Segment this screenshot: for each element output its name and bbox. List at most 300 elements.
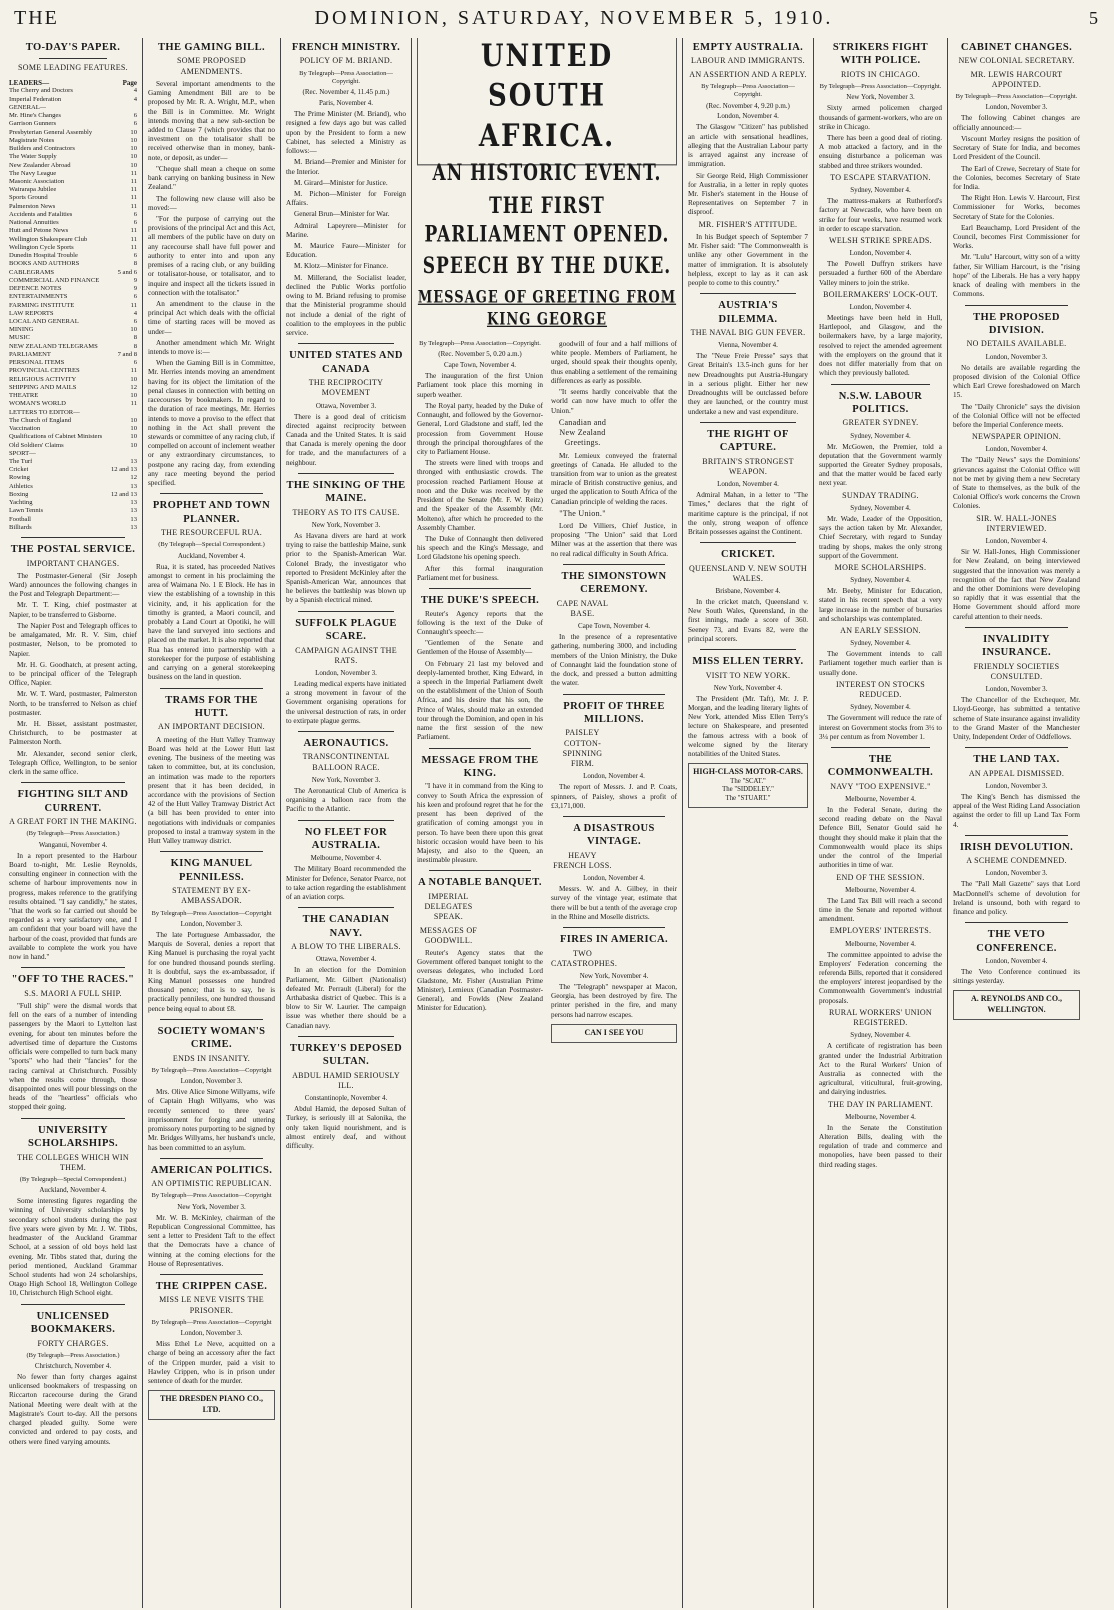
article-paragraph: The streets were lined with troops and thronged with enthusiastic crowds. The procession reached Parliament House at noon and the Duke was received by the President of the Senate (Mr. F. W. Reitz) and the Speaker of the Assembly (Mr. Molteno), after which he proceeded to the Assembly Chamber. (417, 459, 543, 532)
dateline: New York, November 3. (846, 93, 915, 102)
article-paragraph: General Brun—Minister for War. (294, 210, 390, 219)
index-entry-page: 10 (130, 392, 137, 400)
issue-date: SATURDAY, NOVEMBER 5, 1910. (457, 6, 834, 29)
article-paragraph: The inauguration of the first Union Parliament took place this morning in superb weather. (417, 372, 543, 399)
divider (563, 816, 665, 817)
article-headline: TRAMS FOR THE HUTT. (165, 694, 258, 719)
dateline: London, November 4. (849, 249, 912, 258)
dateline: Melbourne, November 4. (845, 795, 916, 804)
index-row (9, 433, 137, 441)
index-row (9, 376, 137, 384)
divider (700, 293, 796, 294)
index-row (9, 244, 137, 252)
article-headline: FIRES IN AMERICA. (559, 934, 669, 946)
index-header-row (9, 77, 137, 88)
index-entry-label: Old Soldiers' Claims (9, 441, 64, 449)
byline: By Telegraph—Press Association—Copyright. (701, 82, 795, 99)
article-subheadline: IMPORTANT CHANGES. (26, 558, 120, 568)
article-paragraph: M. Briand—Premier and Minister for the Interior. (286, 158, 406, 176)
index-entry-page: 10 (130, 136, 137, 144)
divider (298, 820, 394, 821)
byline: (By Telegraph—Press Association.) (26, 1351, 120, 1359)
article-paragraph: M. Klotz—Minister for Finance. (294, 262, 389, 271)
dateline: Melbourne, November 4. (845, 885, 916, 894)
article-subheadline: ENDS IN INSANITY. (172, 1053, 251, 1063)
article-paragraph: Admiral Lapeyrere—Minister for Marine. (286, 221, 406, 239)
article-subheadline: NEW COLONIAL SECRETARY. (958, 56, 1075, 66)
index-entry-label: LETTERS TO EDITOR— (9, 408, 80, 416)
article-paragraph: M. Maurice Faure—Minister for Education. (286, 242, 406, 260)
article-headline: UNITED STATES AND CANADA (289, 350, 403, 375)
article-paragraph: Rua, it is stated, has proceeded Natives amongst to cement in his proclaiming the area of Waimana No. 1 E Block. He has in view the establishing of a township in this vicinity, and, it his application for the timothy is granted, a Maori council, and probably a Land Court at Opotiki, he will have the land surveyed into sections and placed on the market. It is also reported that Rua has entered into partnership with a storekeeper for the purpose of establishing and carrying on a general storekeeping business on the land in question. (148, 562, 275, 682)
article-paragraph: Sir W. Hall-Jones, High Commissioner for New Zealand, on being interviewed suggested that the innovation was merely a recognition of the fact that New Zealand and the other Dominions were developing so rapidly that it was essential that the Home Government should afford more careful attention to their needs. (953, 548, 1080, 621)
article-subheadline: THE NAVAL BIG GUN FEVER. (690, 328, 806, 338)
article-subheadline: S.S. MAORI A FULL SHIP. (24, 988, 122, 998)
index-page-label: Page (122, 78, 137, 87)
index-row (9, 458, 137, 466)
index-entry-label: LOCAL AND GENERAL (9, 317, 79, 325)
article-paragraph: The following new clause will also be moved:— (148, 194, 275, 212)
article-paragraph: Mr. H. G. Goodhatch, at present acting, to be principal officer of the Telegraph Office, Napier. (9, 660, 137, 688)
article-headline: UNIVERSITY SCHOLARSHIPS. (27, 1124, 119, 1150)
index-entry-page: 11 (130, 227, 137, 235)
divider (831, 747, 930, 748)
article-paragraph: M. Pichon—Minister for Foreign Affairs. (286, 189, 406, 208)
index-entry-page: 4 (133, 87, 137, 95)
article-paragraph: The Government will reduce the rate of interest on Government stocks from 3½ to 3¼ per centum as from November 1. (819, 714, 942, 741)
index-row (9, 302, 137, 310)
ad-text: A. REYNOLDS AND CO., WELLINGTON. (970, 994, 1063, 1015)
masthead-left: THE (14, 6, 59, 29)
article-headline: A DISASTROUS VINTAGE. (573, 822, 655, 848)
article-headline: N.S.W. LABOUR POLITICS. (838, 390, 923, 415)
index-entry-label: Football (9, 515, 31, 523)
index-entry-page: 6 (133, 210, 137, 218)
article-subheadline: THE DAY IN PARLIAMENT. (827, 1099, 934, 1109)
dateline: Wanganui, November 4. (38, 840, 108, 849)
dateline: Sydney, November 4. (850, 639, 911, 648)
index-entry-label: Yachting (9, 499, 33, 507)
article-subheadline: BOILERMAKERS' LOCK-OUT. (823, 289, 938, 299)
article-headline: THE VETO CONFERENCE. (976, 929, 1057, 954)
index-row (9, 104, 137, 112)
dateline: London, November 3. (315, 669, 377, 677)
index-entry-label: FARMING INSTITUTE (9, 301, 75, 309)
index-entry-label: New Zealander Abroad (9, 161, 71, 169)
index-entry-label: Athletics (9, 482, 33, 490)
article-subheadline: "The Union." (559, 508, 606, 518)
index-row (9, 145, 137, 153)
divider (21, 1118, 125, 1119)
article-paragraph: The "Neue Freie Presse" says that Great Britain's 13.5-inch guns for her new Dreadnoughts put Austria-Hungary in a serious plight. Either her new Dreadnoughts will be outclassed before they are launched, or the country must undertake a new and vast expenditure. (688, 352, 808, 416)
article-paragraph: The Chancellor of the Exchequer, Mr. Lloyd-George, has submitted a tentative scheme of State insurance against invalidity to the Grand Master of the Manchester Unity, Independent Order of Oddfellows. (953, 696, 1080, 741)
article-paragraph: When the Gaming Bill is in Committee, Mr. Herries intends moving an amendment having for its object the limitation of the penal clauses in connection with betting on racecourses by bookmakers. In regard to the duration of race meetings, Mr. Herries intends to move a proviso to the effect that nothing in the Act shall prevent the stewards or committee of any racing club, if compelled on account of inclement weather or any extraordinary circumstances, to postpone any racing day, from extending any race meeting beyond the period specified. (148, 359, 275, 488)
article-headline: NO FLEET FOR AUSTRALIA. (304, 826, 388, 851)
index-row (9, 425, 137, 433)
ad-text: The "SCAT." (730, 777, 766, 785)
index-row (9, 466, 137, 474)
article-paragraph: In the cricket match, Queensland v. New South Wales, Queensland, in the first innings, made a score of 360. Seeney 73, and Evans 82, were the principal scorers. (688, 598, 808, 643)
index-entry-label: MINING (9, 326, 34, 334)
index-row (9, 442, 137, 450)
article-paragraph: The Glasgow "Citizen" has published an article with sensational headlines, alleging that the Australian Labour party is arrayed against any increase of immigration. (688, 123, 808, 169)
dateline: Constantinople, November 4. (304, 1094, 388, 1103)
article-paragraph: Mr. T. T. King, chief postmaster at Napier, to be transferred to Gisborne. (9, 601, 137, 619)
ad-text: CAN I SEE YOU (584, 1027, 644, 1037)
article-paragraph: Lord De Villiers, Chief Justice, in proposing "The Union" said that Lord Milner was at the assertion that there was no real radical difficulty in South Africa. (551, 522, 677, 558)
article-paragraph: After this formal inauguration Parliament met for business. (417, 564, 543, 582)
article-paragraph: In an election for the Dominion Parliament, Mr. Gilbert (Nationalist) defeated Mr. Perrault (Liberal) for the Arthabaska district of Quebec. This is a blow to Sir W. Laurier. The campaign issue was whether there should be a Canadian navy. (286, 966, 406, 1030)
article-headline: EMPTY AUSTRALIA. (692, 42, 804, 53)
index-entry-label: Masonic Association (9, 178, 65, 185)
dateline: New York, November 4. (579, 972, 649, 981)
divider (298, 343, 394, 344)
article-headline: IRISH DEVOLUTION. (959, 841, 1074, 853)
article-paragraph: Mr. W. B. McKinley, chairman of the Republican Congressional Committee, has sent a letter to President Taft to the effect that the Democrats have a chance of winning at the coming elections for the House of Representatives. (148, 1213, 275, 1268)
article-paragraph: Sir George Reid, High Commissioner for Australia, in a letter in reply quotes Mr. Fisher's statement in the House of Representatives on September 7 in disproof. (688, 171, 808, 217)
index-row (9, 178, 137, 186)
article-paragraph: The Duke of Connaught then delivered his speech and the King's Message, and Lord Gladstone his opening speech. (417, 534, 543, 562)
divider (160, 851, 263, 852)
article-paragraph: "I have it in command from the King to convey to South Africa the expression of his keen and profound regret that he for the present has been deprived of the gratification of coming amongst you in person. To have been there upon this great historic occasion would have been to his Majesty, and also to the Queen, an inestimable pleasure. (417, 782, 543, 865)
article-paragraph: The King's Bench has dismissed the appeal of the West Riding Land Association against the order to fill up Land Tax Form 4. (953, 792, 1080, 829)
index-entry-label: NEW ZEALAND TELEGRAMS (9, 342, 98, 350)
byline: By Telegraph—Press Association—Copyright. (419, 340, 541, 348)
article-paragraph: An amendment to the clause in the principal Act which deals with the official time of starting races will be moved as under— (148, 299, 275, 336)
index-entry-label: Cricket (9, 466, 29, 474)
article-subheadline: RURAL WORKERS' UNION REGISTERED. (829, 1007, 932, 1028)
index-row (9, 252, 137, 260)
index-leaders-label: LEADERS— (9, 78, 50, 87)
article-subheadline: AN IMPORTANT DECISION. (158, 722, 265, 732)
dateline: Auckland, November 4. (39, 1186, 107, 1195)
index-entry-label: Dunedin Hospital Trouble (9, 252, 78, 260)
article-paragraph: Earl Beauchamp, Lord President of the Council, becomes First Commissioner for Works. (953, 223, 1080, 251)
index-row (9, 359, 137, 367)
index-entry-page: 5 and 6 (117, 268, 137, 276)
paper-name: DOMINION, (314, 6, 450, 29)
article-subheadline: ABDUL HAMID SERIOUSLY ILL. (292, 1070, 400, 1090)
index-entry-page: 11 (130, 202, 137, 210)
article-subheadline: TO ESCAPE STARVATION. (830, 172, 931, 182)
article-paragraph: A certificate of registration has been granted under the Industrial Arbitration Act to the Rural Workers' Union of Australia as connected with the agricultural, viticultural, fruit-growing, and dairying industries. (819, 1042, 942, 1097)
index-entry-label: BOOKS AND AUTHORS (9, 260, 80, 268)
article-subheadline: THE COLLEGES WHICH WIN THEM. (17, 1152, 129, 1172)
lead-subheadline: SPEECH BY THE DUKE. (422, 253, 672, 280)
index-entry-page: 12 and 13 (110, 490, 137, 498)
index-row (9, 120, 137, 128)
index-row (9, 260, 137, 268)
column-3 (280, 38, 411, 1608)
dateline: New York, November 3. (311, 520, 381, 529)
article-paragraph: Miss Ethel Le Neve, acquitted on a charge of being an accessory after the fact of the Crippen murder, paid a visit to Hawley Crippen, who is in prison under sentence of death for the murder. (148, 1340, 275, 1386)
index-entry-page: 6 (133, 317, 137, 325)
column-1 (4, 38, 142, 1608)
index-entry-label: DEFENCE NOTES (9, 285, 62, 293)
dateline: London, November 4. (583, 772, 645, 781)
index-entry-page: 10 (130, 153, 137, 161)
index-row (9, 474, 137, 482)
dateline: London, November 4. (985, 957, 1048, 966)
article-headline: FIGHTING SILT AND CURRENT. (17, 789, 129, 814)
index-entry-page: 10 (130, 145, 137, 153)
article-headline: SUFFOLK PLAGUE SCARE. (295, 617, 397, 643)
index-entry-page: 13 (130, 457, 137, 465)
article-paragraph: Sixty armed policemen charged thousands of garment-workers, who are on strike in Chicago. (819, 104, 942, 131)
index-entry-label: The Church of England (9, 416, 72, 424)
divider (160, 1274, 263, 1275)
index-entry-page: 10 (130, 161, 137, 169)
byline: By Telegraph—Press Association—Copyright. (819, 83, 942, 91)
index-entry-page: 12 (130, 383, 137, 391)
article-headline: THE GAMING BILL. (157, 42, 266, 53)
article-subheadline: VISIT TO NEW YORK. (705, 670, 791, 680)
article-subheadline: THE RECIPROCITY MOVEMENT (308, 378, 384, 398)
article-paragraph: The "Pall Mall Gazette" says that Lord MacDonnell's scheme of devolution for Ireland is unsound, both with regard to finance and policy. (953, 880, 1080, 916)
article-paragraph: The Postmaster-General (Sir Joseph Ward) announces the following changes in the Post and Telegraph Department:— (9, 571, 137, 599)
byline: By Telegraph—Press Association—Copyright (151, 909, 272, 917)
index-entry-label: Qualifications of Cabinet Ministers (9, 433, 103, 441)
dateline: Ottawa, November 3. (315, 401, 377, 410)
lead-subheadline: AN HISTORIC EVENT. (432, 160, 662, 187)
index-entry-label: National Annuities (9, 219, 59, 227)
index-row (9, 507, 137, 515)
index-entry-label: Lawn Tennis (9, 507, 44, 515)
article-paragraph: The "Daily News" says the Dominions' grievances against the Colonial Office will not be met by giving them a new Secretary of State to themselves, as the bulk of the Colonial Office's work concerns the Crown Colonies. (953, 456, 1080, 511)
divider (429, 588, 531, 589)
article-paragraph: M. Millerand, the Socialist leader, declined the Public Works portfolio owing to M. Briand refusing to promise that the Ministerial programme should not include a denial of the right of coalition to the employees in the public service. (286, 273, 406, 338)
divider (298, 731, 394, 732)
article-paragraph: Messrs. W. and A. Gilbey, in their survey of the vintage year, estimate that there will be but a tenth of the average crop in the Rhine and Moselle districts. (551, 885, 677, 921)
article-subheadline: TRANSCONTINENTAL BALLOON RACE. (302, 752, 390, 772)
index-entry-label: PERSONAL ITEMS (9, 359, 65, 367)
ad-text: The "SIDDELEY." (722, 786, 774, 794)
index-entry-page: 11 (130, 194, 137, 202)
article-subheadline: IMPERIAL DELEGATES SPEAK. (424, 891, 473, 922)
article-subheadline: BRITAIN'S STRONGEST WEAPON. (702, 456, 794, 476)
index-entry-label: SPORT— (9, 449, 36, 457)
article-paragraph: Mr. Alexander, second senior clerk, Telegraph Office, Wellington, to be senior clerk in the same office. (9, 749, 137, 777)
advertisement (953, 990, 1080, 1019)
divider (965, 305, 1068, 306)
index-entry-label: Imperial Federation (9, 95, 62, 103)
article-paragraph: Mr. McGowen, the Premier, told a deputation that the Government warmly supported the Greater Sydney proposals, and that the matter would be faced early next year. (819, 442, 942, 488)
dateline: London, November 3. (180, 1077, 243, 1086)
article-headline: THE SINKING OF THE MAINE. (286, 479, 406, 505)
index-row (9, 334, 137, 342)
page-columns (0, 38, 1114, 1608)
article-paragraph: M. Girard—Minister for Justice. (294, 178, 388, 187)
divider (160, 1158, 263, 1159)
article-paragraph: The Powell Duffryn strikers have persuaded a further 600 of the Aberdare Valley miners to join the strike. (819, 260, 942, 287)
index-row (9, 367, 137, 375)
article-subheadline: NO DETAILS AVAILABLE. (966, 339, 1067, 349)
divider (21, 1304, 125, 1305)
byline: By Telegraph—Press Association—Copyright (151, 1192, 272, 1200)
dateline: (Rec. November 4, 9.20 p.m.) (706, 101, 790, 110)
index-entry-page: 11 (130, 169, 137, 177)
dateline: Sydney, November 4. (850, 576, 911, 585)
article-paragraph: In his Budget speech of September 7 Mr. Fisher said: "The Commonwealth is unlike any other Government in the matter of immigration. It is absolutely helpless, except to lay as it can ask people to come to this country." (688, 232, 808, 287)
dateline: London, November 3. (180, 1329, 243, 1338)
index-entry-page: 9 (133, 285, 137, 293)
article-paragraph: Leading medical experts have initiated a strong movement in favour of the Government organising operations for the universal destruction of rats, in order to extirpate plague germs. (286, 679, 406, 725)
index-row (9, 499, 137, 507)
dateline: Cape Town, November 4. (578, 622, 650, 631)
divider (831, 384, 930, 385)
index-entry-page: 11 (130, 301, 137, 309)
dateline: New York, November 4. (713, 683, 783, 692)
article-headline: INVALIDITY INSURANCE. (981, 633, 1052, 659)
divider (21, 782, 125, 783)
index-row (9, 400, 137, 408)
article-subheadline: AN OPTIMISTIC REPUBLICAN. (151, 1179, 272, 1189)
article-paragraph: The committee appointed to advise the Employers' Federation concerning the referenda Bills, reported that it considered the employers' interest jeopardised by the Commonwealth Government's industrial proposals. (819, 950, 942, 1005)
article-paragraph: The Napier Post and Telegraph offices to be amalgamated, Mr. R. V. Sim, chief postmaster, Nelson, to be promoted to Napier. (9, 621, 137, 658)
article-paragraph: Reuter's Agency states that the Government offered banquet tonight to the overseas delegates, who included Lord Gladstone, Mr. Fisher (Australian Prime Minister), Lemieux (Canadian Postmaster-General), and Fowlds (New Zealand Minister for Education). (417, 949, 543, 1013)
dateline: Melbourne, November 4. (845, 939, 916, 948)
article-headline: THE CANADIAN NAVY. (302, 914, 390, 939)
byline: By Telegraph—Press Association—Copyright. (955, 93, 1078, 101)
article-paragraph: The Government intends to call Parliament together much earlier than is usually done. (819, 650, 942, 677)
article-paragraph: As Havana divers are hard at work trying to raise the battleship Maine, sunk prior to the Spanish-American War. Colonel Brady, the investigator who reported to President McKinley after the Spanish-American War, announces that he believes the battleship was blown up by a Spanish electrical mined. (286, 531, 406, 605)
index-row (9, 269, 137, 277)
index-row (9, 516, 137, 524)
article-paragraph: In the Federal Senate, during the second reading debate on the Naval Defence Bill, Senator Gould said he thought they should make it plain that the Commonwealth would place its ships under the control of the Imperial authorities in time of war. (819, 806, 942, 870)
article-subheadline: END OF THE SESSION. (836, 872, 925, 882)
dateline: London, November 3. (985, 685, 1048, 694)
divider (965, 747, 1068, 748)
article-paragraph: Abdul Hamid, the deposed Sultan of Turkey, is seriously ill at Salonika, the only taken liquid nourishment, and is almost entirely deaf, and without difficulty. (286, 1105, 406, 1151)
article-subheadline: MR. FISHER'S ATTITUDE. (698, 219, 798, 229)
index-entry-page: 11 (130, 235, 137, 243)
article-subheadline: AN EARLY SESSION. (840, 626, 921, 636)
index-entry-page: 11 (130, 186, 137, 194)
index-entry-page: 12 (130, 474, 137, 482)
dateline: London, November 4. (583, 874, 645, 883)
article-paragraph: The Right Hon. Lewis V. Harcourt, First Commissioner for Works, becomes Secretary of State for the Colonies. (953, 194, 1080, 221)
index-row (9, 219, 137, 227)
index-entry-label: Accidents and Fatalities (9, 210, 73, 218)
article-headline: THE PROPOSED DIVISION. (973, 311, 1060, 336)
index-row (9, 112, 137, 120)
index-entry-page: 7 and 8 (117, 350, 137, 358)
dateline: London, November 3. (985, 781, 1048, 790)
divider (563, 564, 665, 565)
article-paragraph: Another amendment which Mr. Wright intends to move is:— (148, 338, 275, 357)
article-paragraph: The "Telegraph" newspaper at Macon, Georgia, has been destroyed by fire. The printer perished in the fire, and many persons had narrow escapes. (551, 982, 677, 1019)
index-entry-page: 11 (130, 367, 137, 375)
article-subheadline: MORE SCHOLARSHIPS. (834, 562, 927, 572)
index-row (9, 384, 137, 392)
article-paragraph: "It seems hardly conceivable that the world can now have much to offer the Union." (551, 388, 677, 415)
article-subheadline: THEORY AS TO ITS CAUSE. (292, 507, 400, 517)
article-headline: PROPHET AND TOWN PLANNER. (152, 500, 271, 525)
index-entry-page: 9 (133, 276, 137, 284)
divider (429, 870, 531, 871)
article-headline: THE COMMONWEALTH. (827, 753, 934, 779)
index-entry-label: Billiards (9, 523, 32, 531)
article-subheadline: SUNDAY TRADING. (842, 490, 919, 500)
index-row (9, 87, 137, 95)
article-paragraph: goodwill of four and a half millions of white people. Members of Parliament, he urged, should speak their thoughts openly, thus enabling a settlement of the remaining differences as early as possible. (551, 340, 677, 385)
divider (160, 688, 263, 689)
article-headline: MISS ELLEN TERRY. (692, 656, 804, 668)
index-entry-label: Wellington Cycle Sports (9, 243, 74, 251)
index-entry-label: PARLIAMENT (9, 350, 51, 358)
article-paragraph: The Aeronautical Club of America is organising a balloon race from the Pacific to the Atlantic. (286, 786, 406, 814)
lead-headline: UNITED SOUTH AFRICA. (417, 38, 677, 165)
article-headline: UNLICENSED BOOKMAKERS. (30, 1310, 116, 1336)
index-row (9, 170, 137, 178)
article-headline: TURKEY'S DEPOSED SULTAN. (289, 1042, 403, 1068)
article-subheadline: NAVY "TOO EXPENSIVE." (830, 781, 931, 791)
article-subheadline: HEAVY FRENCH LOSS. (553, 850, 612, 871)
page-number: 5 (1089, 7, 1100, 28)
index-row (9, 227, 137, 235)
index-row (9, 343, 137, 351)
article-paragraph: "Gentlemen of the Senate and Gentlemen of the House of Assembly— (417, 639, 543, 657)
index-heading: TO-DAY'S PAPER. (25, 42, 121, 53)
index-row (9, 524, 137, 532)
index-row (9, 326, 137, 334)
dateline: Auckland, November 4. (177, 551, 246, 560)
divider (160, 493, 263, 494)
article-paragraph: In the Senate the Constitution Alteration Bills, dealing with the regulation of trade and commerce and monopolies, have been passed to their third reading stages. (819, 1123, 942, 1169)
article-subheadline: FORTY CHARGES. (37, 1338, 109, 1348)
divider (298, 473, 394, 474)
article-headline: THE RIGHT OF CAPTURE. (707, 428, 789, 454)
byline: By Telegraph—Press Association—Copyright. (299, 69, 393, 85)
dateline: London, November 4. (717, 480, 779, 489)
divider (160, 1019, 263, 1020)
masthead (0, 0, 1114, 36)
column-2 (142, 38, 280, 1608)
article-headline: THE SIMONSTOWN CEREMONY. (561, 570, 667, 596)
article-headline: STRIKERS FIGHT WITH POLICE. (832, 42, 929, 67)
article-paragraph: The Earl of Crewe, Secretary of State for the Colonies, becomes Secretary of State for India. (953, 164, 1080, 191)
index-row (9, 392, 137, 400)
article-paragraph: "Cheque shall mean a cheque on some bank carrying on banking business in New Zealand." (148, 164, 275, 192)
article-headline: PROFIT OF THREE MILLIONS. (563, 700, 665, 725)
index-entry-page: 10 (130, 425, 137, 433)
index-entry-label: Sports Ground (9, 194, 48, 202)
article-paragraph: The report of Messrs. J. and P. Coats, spinners, of Paisley, shows a profit of £3,171,000. (551, 783, 677, 810)
article-headline: CRICKET. (720, 549, 776, 561)
byline: (By Telegraph—Special Correspondent.) (158, 541, 265, 549)
article-paragraph: The following Cabinet changes are officially announced:— (953, 114, 1080, 132)
article-paragraph: A meeting of the Hutt Valley Tramway Board was held at the Lower Hutt last evening. The business of the meeting was taken to committee, but, at its conclusion, an intimation was made to the reporters present that it has been decided, in accordance with the provisions of Section 42 of the Hutt Valley Tramway District Act (a bill has been provided to enter into negotiations with individuals or companies proposed to instal a tramway system in the Hutt Valley tramway district. (148, 735, 275, 846)
index-entry-page: 13 (130, 523, 137, 531)
column-5 (682, 38, 813, 1608)
index-entry-label: Vaccination (9, 425, 41, 433)
index-entry-label: Boxing (9, 490, 29, 498)
article-paragraph: No details are available regarding the proposed division of the Colonial Office which Earl Crewe foreshadowed on March 15. (953, 363, 1080, 400)
index-entry-label: Palmerston News (9, 202, 56, 210)
article-paragraph: Admiral Mahan, in a letter to "The Times," declares that the right of maritime capture is the principal, if not the only, strong weapon of offence Britain possesses against the Continent. (688, 491, 808, 536)
lead-subcolumns (417, 340, 677, 1047)
article-paragraph: Mrs. Olive Alice Simone Willyams, wife of Captain Hugh Willyams, who was recently sentenced to three years' imprisonment for forging and uttering promissory notes purporting to be signed by Mr. Bridges Willyams, her husband's uncle, has been committed to an asylum. (148, 1088, 275, 1152)
index-entry-page: 4 (133, 95, 137, 103)
article-paragraph: In a report presented to the Harbour Board to-night, Mr. Leslie Reynolds, consulting engineer in connection with the scheme of harbour improvements now in progress, makes reference to the gratifying results obtained. "I say candidly," he states, "that the work so far carried out should be regarded as a very satisfactory one, and I am confident that your board will have the harbour of the coast, provided that funds are available to complete the work you have now in hand." (9, 851, 137, 962)
article-headline: FRENCH MINISTRY. (291, 42, 401, 53)
article-paragraph: The mattress-makers at Rutherford's factory at Newcastle, who have been on strike for four weeks, have resumed work in order to escape starvation. (819, 197, 942, 233)
article-subheadline: AN ASSERTION AND A REPLY. (689, 69, 807, 79)
index-list (9, 87, 137, 532)
article-headline: MESSAGE FROM THE KING. (421, 754, 539, 780)
article-paragraph: There has been a good deal of rioting. A mob attacked a factory, and in the ensuing disturbance a policeman was stabbed and three strikers wounded. (819, 134, 942, 170)
ad-text: HIGH-CLASS MOTOR-CARS. (693, 767, 803, 777)
